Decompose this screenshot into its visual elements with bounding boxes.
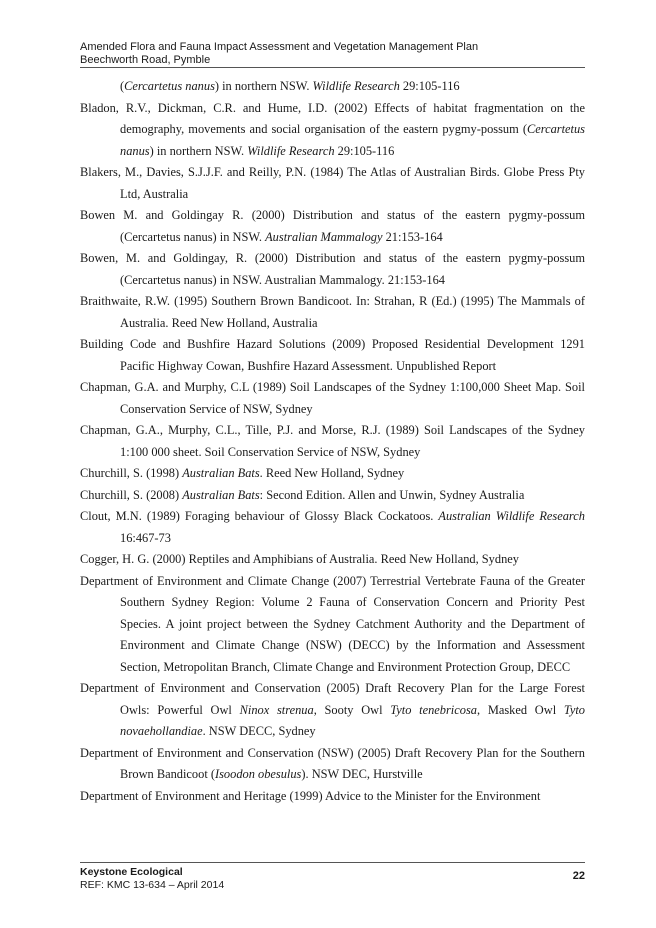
reference-italic-text: Wildlife Research [312,79,400,93]
reference-text: Chapman, G.A., Murphy, C.L., Tille, P.J. and Morse, R.J. (1989) Soil Landscapes of the Sydney 1:100 000 sheet. Soil Conservation Service of NSW, Sydney [80,423,585,459]
page-footer [80,866,585,892]
reference-text: Chapman, G.A. and Murphy, C.L (1989) Soil Landscapes of the Sydney 1:100,000 Sheet Map. Soil Conservation Service of NSW, Sydney [80,380,585,416]
page-header [80,41,585,67]
header-subtitle: Beechworth Road, Pymble [80,54,211,66]
reference-entry [80,162,585,205]
reference-entry [80,571,585,679]
reference-italic-text: Cercartetus nanus [124,79,215,93]
reference-italic-text: Australian Mammalogy [265,229,383,244]
reference-italic-text: Australian Wildlife Research [438,509,585,523]
reference-list [80,76,585,807]
reference-entry [80,291,585,334]
reference-text: Department of Environment and Conservation (2005) Draft Recovery Plan for the Large Forest Owls: Powerful Owl [80,681,585,717]
reference-text: , Masked Owl [476,702,564,717]
reference-text: : Second Edition. Allen and Unwin, Sydney Australia [259,487,525,502]
reference-entry [80,334,585,377]
reference-entry [80,549,585,571]
reference-text: ) in northern NSW. [149,143,248,158]
reference-italic-text: Tyto novaehollandiae [120,702,585,738]
reference-entry [80,678,585,743]
reference-italic-text: Australian Bats [182,487,260,502]
reference-text: , Sooty Owl [313,702,391,717]
reference-text: Blakers, M., Davies, S.J.J.F. and Reilly, P.N. (1984) The Atlas of Australian Birds. Globe Press Pty Ltd, Australia [80,165,585,201]
reference-text: 16:467-73 [120,530,171,545]
reference-text: Churchill, S. (2008) [80,487,183,502]
reference-entry [80,377,585,420]
reference-entry [80,463,585,485]
reference-text: Department of Environment and Heritage (1999) Advice to the Minister for the Environment [80,788,541,803]
reference-italic-text: Australian Bats [182,466,260,480]
header-title: Amended Flora and Fauna Impact Assessment and Vegetation Management Plan [80,41,479,53]
reference-entry [80,506,585,549]
page-number: 22 [572,870,585,882]
footer-reference: REF: KMC 13-634 – April 2014 [80,879,225,891]
reference-entry [80,98,585,163]
reference-text: 21:153-164 [382,229,443,244]
reference-entry [80,743,585,786]
header-divider [80,67,585,68]
reference-text: ( [120,79,125,93]
reference-text: Building Code and Bushfire Hazard Solutions (2009) Proposed Residential Development 1291 Pacific Highway Cowan, Bushfire Hazard Assessment. Unpublished Report [80,337,585,373]
reference-text: Department of Environment and Climate Change (2007) Terrestrial Vertebrate Fauna of the Greater Southern Sydney Region: Volume 2 Fauna of Conservation Concern and Priority Pest Species. A joint project between the Sydney Catchment Authority and the Department of Environment and Climate Change (NSW) (DECC) by the Information and Assessment Section, Metropolitan Branch, Climate Change and Environment Protection Group, DECC [80,573,585,674]
reference-text: ) in northern NSW. [214,79,313,93]
reference-entry [80,420,585,463]
reference-text: Braithwaite, R.W. (1995) Southern Brown Bandicoot. In: Strahan, R (Ed.) (1995) The Mammals of Australia. Reed New Holland, Australia [80,294,585,330]
reference-text: Department of Environment and Conservation (NSW) (2005) Draft Recovery Plan for the Southern Brown Bandicoot ( [80,745,585,781]
reference-text: Clout, M.N. (1989) Foraging behaviour of Glossy Black Cockatoos. [80,509,439,523]
reference-entry [80,248,585,291]
reference-entry [80,485,585,507]
reference-text: Bowen M. and Goldingay R. (2000) Distribution and status of the eastern pygmy-possum (Cercartetus nanus) in NSW. [80,208,585,244]
reference-text: 29:105-116 [334,143,395,158]
reference-italic-text: Cercartetus nanus [120,122,585,158]
reference-italic-text: Tyto tenebricosa [390,702,477,717]
reference-text: Churchill, S. (1998) [80,466,183,480]
reference-italic-text: Ninox strenua [239,702,314,717]
reference-italic-text: Wildlife Research [247,143,335,158]
reference-text: Bladon, R.V., Dickman, C.R. and Hume, I.D. (2002) Effects of habitat fragmentation on the demography, movements and social organisation of the eastern pygmy-possum ( [80,100,585,136]
reference-text: . NSW DECC, Sydney [202,724,316,738]
reference-entry [80,76,585,98]
reference-text: ). NSW DEC, Hurstville [301,767,423,781]
reference-italic-text: Isoodon obesulus [214,767,302,781]
reference-text: . Reed New Holland, Sydney [259,466,405,480]
reference-text: 29:105-116 [399,79,460,93]
footer-divider [80,862,585,863]
reference-text: Cogger, H. G. (2000) Reptiles and Amphibians of Australia. Reed New Holland, Sydney [80,552,519,566]
reference-text: Bowen, M. and Goldingay, R. (2000) Distribution and status of the eastern pygmy-possum (Cercartetus nanus) in NSW. Australian Mammalogy. 21:153-164 [80,251,585,287]
footer-organisation: Keystone Ecological [80,866,183,878]
reference-entry [80,205,585,248]
reference-entry [80,786,585,808]
